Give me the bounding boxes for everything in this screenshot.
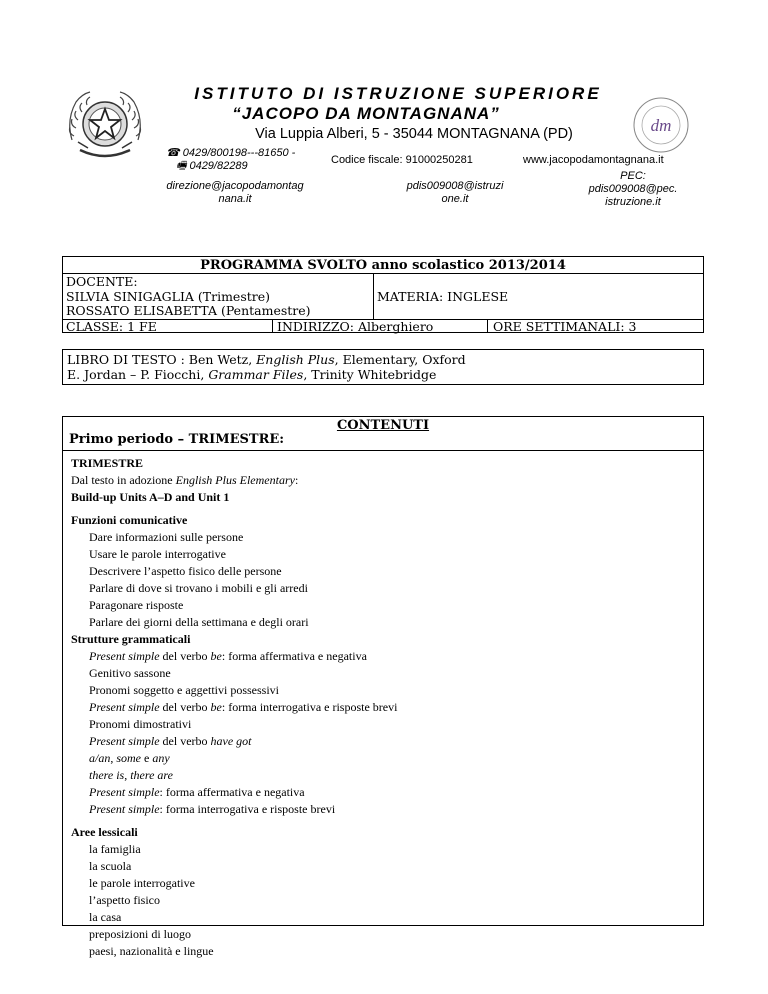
grammar-item: Pronomi soggetto e aggettivi possessivi: [89, 683, 279, 697]
school-address: Via Luppia Alberi, 5 - 35044 MONTAGNANA (PD): [255, 126, 573, 142]
adoption-line: Dal testo in adozione English Plus Elementary:: [71, 473, 299, 487]
function-item: Paragonare risposte: [89, 598, 184, 612]
email-link[interactable]: direzione@jacopodamontagnana.it: [166, 180, 304, 205]
grammar-item: Present simple del verbo be: forma affermativa e negativa: [89, 649, 367, 663]
function-item: Parlare di dove si trovano i mobili e gli arredi: [89, 581, 308, 595]
weekly-hours: ORE SETTIMANALI: 3: [493, 319, 637, 334]
fax-icon: 🖷: [176, 160, 187, 172]
lexical-title: Aree lessicali: [71, 825, 138, 839]
function-item: Descrivere l’aspetto fisico delle persone: [89, 564, 282, 578]
website-link[interactable]: www.jacopodamontagnana.it: [523, 154, 664, 166]
teacher-1: SILVIA SINIGAGLIA (Trimestre): [66, 289, 271, 304]
functions-title: Funzioni comunicative: [71, 513, 188, 527]
textbooks: [62, 349, 704, 385]
fax-number: 0429/82289: [189, 160, 248, 172]
address-track: INDIRIZZO: Alberghiero: [277, 319, 434, 334]
contents-header: CONTENUTI: [336, 418, 430, 433]
grammar-item: a/an, some e any: [89, 751, 170, 765]
school-name: “JACOPO DA MONTAGNANA”: [232, 104, 500, 123]
class: CLASSE: 1 FE: [66, 319, 157, 334]
pec-block: [588, 170, 678, 209]
grammar-item: Present simple: forma interrogativa e risposte brevi: [89, 802, 336, 816]
function-item: Dare informazioni sulle persone: [89, 530, 244, 544]
textbook-2: E. Jordan – P. Fiocchi, Grammar Files, Trinity Whitebridge: [67, 367, 437, 382]
grammar-item: Present simple del verbo have got: [89, 734, 252, 748]
contents-section: [62, 416, 704, 958]
term-label: TRIMESTRE: [71, 456, 144, 470]
phone-icon: ☎: [166, 147, 180, 159]
subject: MATERIA: INGLESE: [377, 289, 509, 304]
lexical-item: le parole interrogative: [89, 876, 195, 890]
phone-number: 0429/800198---81650 -: [182, 147, 296, 159]
contact-phone: [166, 147, 295, 173]
program-table: [62, 256, 704, 333]
program-title: PROGRAMMA SVOLTO anno scolastico 2013/2014: [63, 257, 703, 274]
pec-email[interactable]: pdis009008@pec.istruzione.it: [588, 183, 678, 208]
function-item: Usare le parole interrogative: [89, 547, 226, 561]
lexical-item: la casa: [89, 910, 122, 924]
grammar-item: Pronomi dimostrativi: [89, 717, 192, 731]
function-item: Parlare dei giorni della settimana e degli orari: [89, 615, 309, 629]
lexical-item: la scuola: [89, 859, 132, 873]
grammar-item: Present simple del verbo be: forma interrogativa e risposte brevi: [89, 700, 398, 714]
textbook-1: LIBRO DI TESTO : Ben Wetz, English Plus, Elementary, Oxford: [67, 352, 466, 367]
lexical-item: l’aspetto fisico: [89, 893, 160, 907]
school-logo-icon: [632, 96, 690, 154]
school-type: ISTITUTO DI ISTRUZIONE SUPERIORE: [194, 84, 602, 103]
grammar-item: there is, there are: [89, 768, 173, 782]
teacher-2: ROSSATO ELISABETTA (Pentamestre): [66, 303, 311, 318]
lexical-item: preposizioni di luogo: [89, 927, 191, 941]
pec-institutional-email[interactable]: pdis009008@istruzione.it: [406, 180, 504, 205]
grammar-title: Strutture grammaticali: [71, 632, 191, 646]
grammar-item: Genitivo sassone: [89, 666, 171, 680]
grammar-item: Present simple: forma affermativa e negativa: [89, 785, 305, 799]
lexical-item: la famiglia: [89, 842, 141, 856]
contents-body: [71, 455, 691, 960]
lexical-item: paesi, nazionalità e lingue: [89, 944, 214, 958]
pec-label: PEC:: [620, 170, 646, 182]
logo-text: dm: [650, 116, 672, 135]
units-line: Build-up Units A–D and Unit 1: [71, 490, 230, 504]
period-title: Primo periodo – TRIMESTRE:: [69, 432, 285, 447]
fiscal-code: Codice fiscale: 91000250281: [331, 154, 473, 166]
teacher-label: DOCENTE:: [66, 274, 138, 289]
